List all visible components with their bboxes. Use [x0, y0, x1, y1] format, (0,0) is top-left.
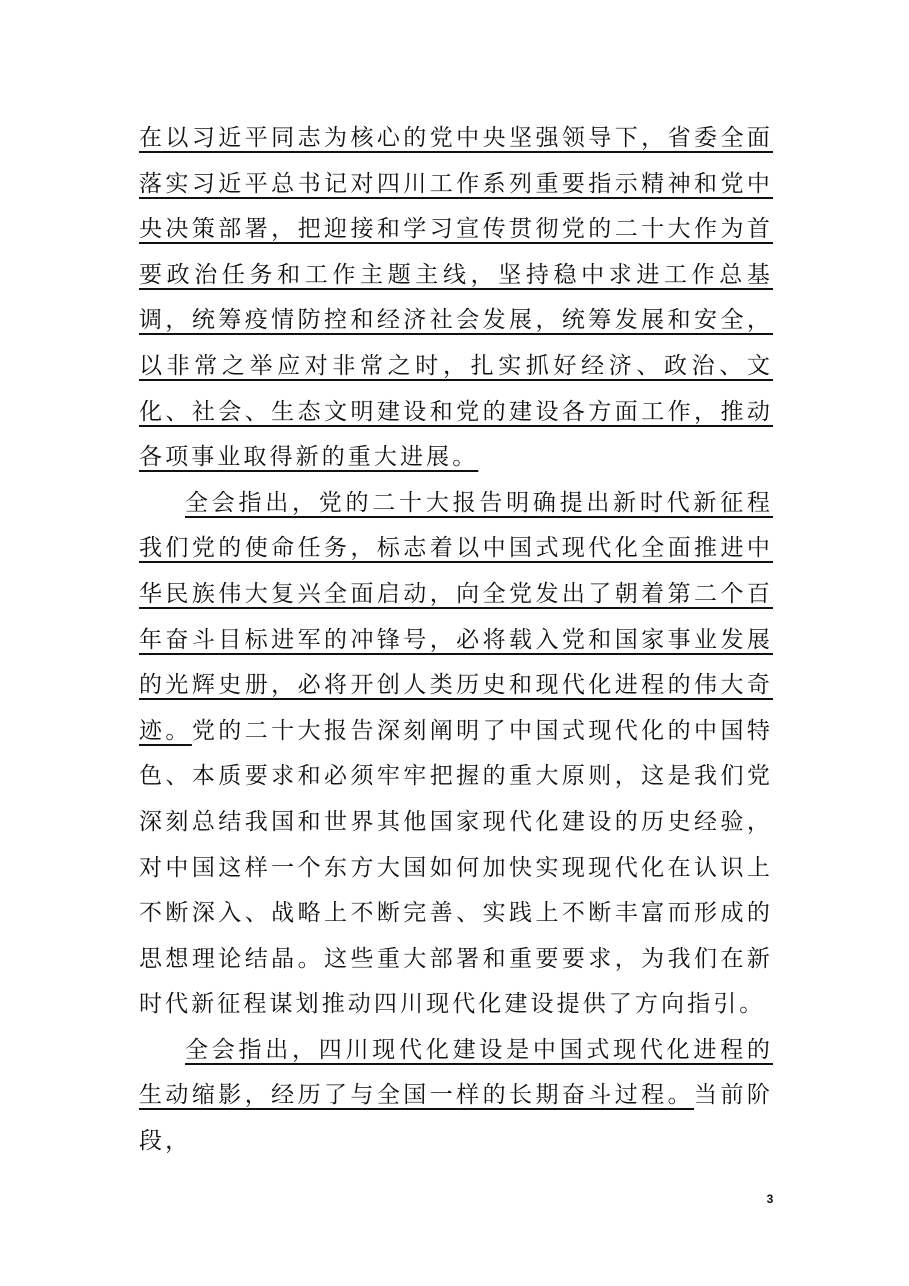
paragraph-2 — [139, 481, 773, 1028]
page-number: 3 — [766, 1192, 774, 1206]
paragraph-3 — [139, 1028, 773, 1165]
body-text — [139, 116, 773, 1165]
paragraph-1 — [139, 116, 773, 481]
plain-text: 党的二十大报告深刻阐明了中国式现代化的中国特色、本质要求和必须牢牢把握的重大原则，这是我们党深刻总结我国和世界其他国家现代化建设的历史经验，对中国这样一个东方大国如何加快实现现代化在认识上不断深入、战略上不断完善、实践上不断丰富而形成的思想理论结晶。这些重大部署和重要要求，为我们在新时代新征程谋划推动四川现代化建设提供了方向指引。 — [139, 717, 774, 1018]
underlined-text: 全会指出，四川现代化建设是中国式现代化进程的生动缩影，经历了与全国一样的长期奋斗过程。 — [139, 1036, 773, 1109]
underlined-text: 在以习近平同志为核心的党中央坚强领导下，省委全面落实习近平总书记对四川工作系列重要指示精神和党中央决策部署，把迎接和学习宣传贯彻党的二十大作为首要政治任务和工作主题主线，坚持稳中求进工作总基调，统筹疫情防控和经济社会发展，统筹发展和安全，以非常之举应对非常之时，扎实抓好经济、政治、文化、社会、生态文明建设和党的建设各方面工作，推动各项事业取得新的重大进展。 — [139, 125, 773, 471]
underlined-text: 全会指出，党的二十大报告明确提出新时代新征程我们党的使命任务，标志着以中国式现代化全面推进中华民族伟大复兴全面启动，向全党发出了朝着第二个百年奋斗目标进军的冲锋号，必将载入党和国家事业发展的光辉史册，必将开创人类历史和现代化进程的伟大奇迹。 — [139, 489, 773, 744]
plain-text: 当前阶段， — [139, 1082, 773, 1155]
